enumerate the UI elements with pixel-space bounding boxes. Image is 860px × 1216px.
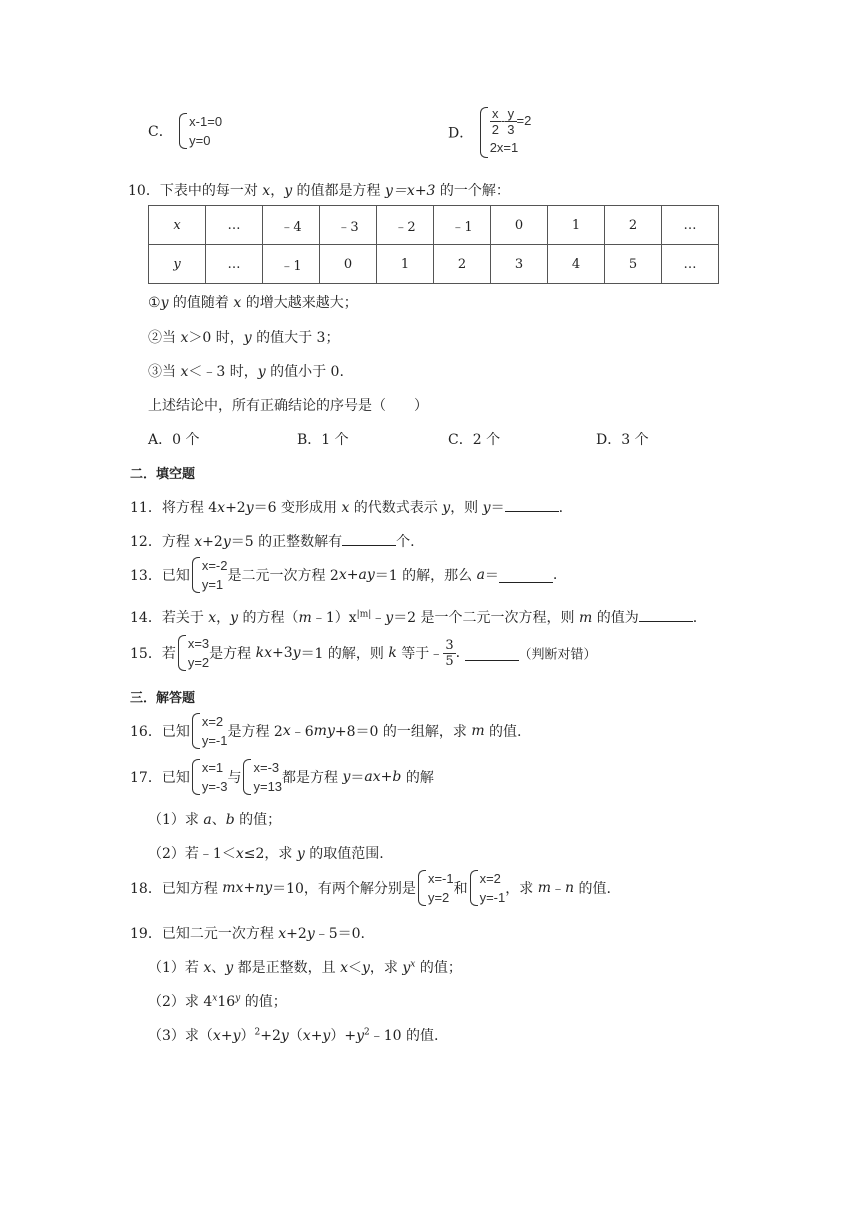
option-a[interactable]: A．0 个 <box>148 432 200 448</box>
equation-system: x=2 y=-1 <box>468 869 506 907</box>
equation-system: $\frac{x}{2}$ - $\frac{y}{3}$ =2 2x=1 <box>478 106 532 159</box>
statement-2: ②当 x＞0 时，y 的值大于 3； <box>148 330 340 346</box>
question-17-part-1: （1）求 a、b 的值； <box>148 812 282 828</box>
table-cell: 0 <box>491 206 548 245</box>
table-cell: y <box>149 245 206 284</box>
table-cell: 3 <box>491 245 548 284</box>
statement-3: ③当 x＜﹣3 时，y 的值小于 0. <box>148 364 344 380</box>
question-18: 18．已知方程 mx+ny＝10，有两个解分别是 x=-1 y=2 和 x=2 y=-1 ，求 m﹣n 的值. <box>130 871 611 905</box>
table-row-y <box>149 245 719 284</box>
table-cell: ﹣2 <box>377 206 434 245</box>
equation-system: x=1 y=-3 <box>190 758 228 796</box>
question-17-part-2: （2）若﹣1＜x≤2，求 y 的取值范围. <box>148 846 384 862</box>
table-cell: x <box>149 206 206 245</box>
section-heading-fill-in: 二．填空题 <box>130 467 196 482</box>
table-cell: ﹣1 <box>263 245 320 284</box>
section-heading-solutions: 三．解答题 <box>130 691 196 706</box>
equation-system: x=3 y=2 <box>176 634 209 672</box>
option-label: C． <box>148 124 173 140</box>
table-cell: 0 <box>320 245 377 284</box>
q9-option-c[interactable] <box>148 112 222 150</box>
question-10-prompt: 上述结论中，所有正确结论的序号是（ ） <box>148 398 428 414</box>
table-row-x <box>149 206 719 245</box>
question-13: 13．已知 x=-2 y=1 是二元一次方程 2x+ay＝1 的解，那么 a＝ . <box>130 558 558 592</box>
question-15: 15．若 x=3 y=2 是方程 kx+3y＝1 的解，则 k 等于﹣ $\frac{3}{5}$ . （判断对错） <box>130 636 597 670</box>
option-label: D． <box>448 125 474 142</box>
question-19-part-1: （1）若 x、y 都是正整数，且 x＜y，求 $y^x$ 的值； <box>148 959 462 976</box>
question-16: 16．已知 x=2 y=-1 是方程 2x﹣6my+8＝0 的一组解，求 m 的值. <box>130 714 522 748</box>
question-17: 17．已知 x=1 y=-3 与 x=-3 y=13 都是方程 y＝ax+b 的解 <box>130 760 434 794</box>
table-cell: … <box>662 206 719 245</box>
question-12: 12．方程 x+2y＝5 的正整数解有 个. <box>130 531 415 551</box>
answer-blank[interactable] <box>499 568 553 583</box>
equation-system: x=2 y=-1 <box>190 712 228 750</box>
table-cell: … <box>206 245 263 284</box>
equation-system: x=-2 y=1 <box>190 556 228 594</box>
table-cell: 5 <box>605 245 662 284</box>
answer-blank[interactable] <box>639 607 693 622</box>
fraction: $\frac{y}{3}$ <box>507 106 515 137</box>
table-cell: … <box>662 245 719 284</box>
table-cell: ﹣3 <box>320 206 377 245</box>
equation-system: x-1=0 y=0 <box>177 112 222 150</box>
table-cell: 1 <box>548 206 605 245</box>
table-cell: 1 <box>377 245 434 284</box>
option-d[interactable]: D．3 个 <box>596 432 649 448</box>
fraction: $\frac{x}{2}$ <box>491 106 499 137</box>
table-cell: ﹣4 <box>263 206 320 245</box>
question-19-part-3: （3）求$(x+y)^2+2y(x+y)+y^2﹣10$ 的值. <box>148 1027 439 1044</box>
table-cell: 2 <box>605 206 662 245</box>
question-19: 19．已知二元一次方程 x+2y﹣5＝0. <box>130 926 365 942</box>
option-c[interactable]: C．2 个 <box>448 432 501 448</box>
option-b[interactable]: B．1 个 <box>297 432 349 448</box>
answer-blank[interactable] <box>342 531 396 546</box>
equation-system: x=-1 y=2 <box>416 869 454 907</box>
table-cell: 2 <box>434 245 491 284</box>
answer-blank[interactable] <box>505 497 559 512</box>
question-10-stem: 10．下表中的每一对 x，y 的值都是方程 y＝x+3 的一个解： <box>128 183 510 199</box>
table-cell: 4 <box>548 245 605 284</box>
table-cell: ﹣1 <box>434 206 491 245</box>
statement-1: ①y 的值随着 x 的增大越来越大； <box>148 295 358 311</box>
equation-system: x=-3 y=13 <box>241 758 282 796</box>
question-14: 14．若关于 x，y 的方程$(m﹣1)x^{|m|}﹣y=2$ 是一个二元一次方程，则 m 的值为 . <box>130 607 697 627</box>
value-table <box>148 205 719 284</box>
table-cell: … <box>206 206 263 245</box>
answer-blank[interactable] <box>465 646 519 661</box>
q9-option-d[interactable] <box>448 106 531 159</box>
question-11: 11．将方程 4x+2y＝6 变形成用 x 的代数式表示 y，则 y＝ . <box>130 497 563 517</box>
question-19-part-2: （2）求 4$^x$16$^y$ 的值； <box>148 993 287 1010</box>
fraction: $\frac{3}{5}$ <box>445 637 454 669</box>
